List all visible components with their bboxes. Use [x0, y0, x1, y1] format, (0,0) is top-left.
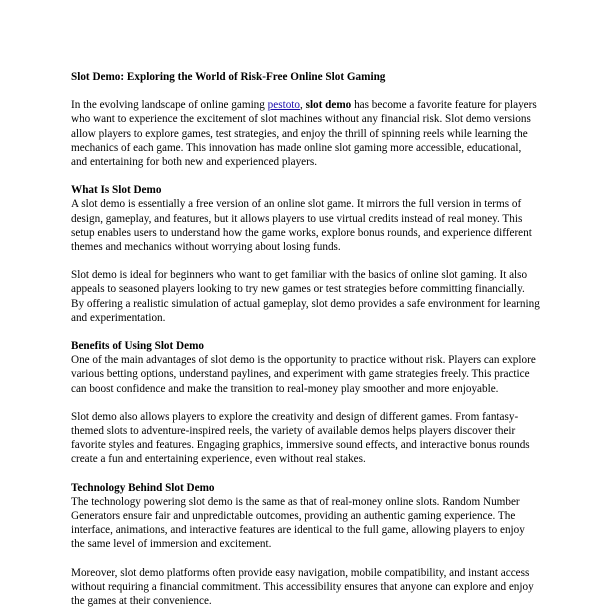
section-heading-technology: Technology Behind Slot Demo [71, 481, 215, 494]
intro-bold-term: slot demo [305, 99, 352, 112]
section-heading-benefits: Benefits of Using Slot Demo [71, 340, 204, 353]
section-technology-p1 [71, 481, 540, 552]
intro-separator: , [300, 99, 306, 112]
intro-paragraph [71, 98, 540, 169]
intro-text-rest: has become a favorite feature for players who want to experience the excitement of slot machines without any financial risk. Slot demo versions allow players to explore games, test strategies, and enjoy the thrill of spinning reels while learning the mechanics of each game. This innovation has made online slot gaming more accessible, educational, and entertaining for both new and experienced players. [71, 99, 537, 169]
section-paragraph: One of the main advantages of slot demo is the opportunity to practice without risk. Players can explore various betting options, understand paylines, and experiment with game strategies freely. This practice can boost confidence and make the transition to real-money play smoother and more enjoyable. [71, 354, 536, 395]
intro-text-start: In the evolving landscape of online gaming [71, 99, 268, 112]
section-paragraph: A slot demo is essentially a free version of an online slot game. It mirrors the full version in terms of design, gameplay, and features, but it allows players to use virtual credits instead of real money. This setup enables users to understand how the game works, explore bonus rounds, and experience different themes and mechanics without worrying about losing funds. [71, 198, 532, 254]
section-what-is-p2: Slot demo is ideal for beginners who want to get familiar with the basics of online slot gaming. It also appeals to seasoned players looking to try new games or test strategies before committing financially. By offering a realistic simulation of actual gameplay, slot demo provides a safe environment for learning and experimentation. [71, 269, 540, 324]
section-technology-p2: Moreover, slot demo platforms often provide easy navigation, mobile compatibility, and instant access without requiring a financial commitment. This accessibility ensures that anyone can explore and enjoy the games at their convenience. [71, 566, 534, 608]
pestoto-link[interactable]: pestoto [267, 99, 300, 112]
section-what-is-p1 [71, 183, 540, 254]
section-benefits-p1 [71, 339, 540, 396]
document-title: Slot Demo: Exploring the World of Risk-Free Online Slot Gaming [71, 71, 386, 83]
section-heading-what-is: What Is Slot Demo [71, 184, 162, 197]
section-benefits-p2: Slot demo also allows players to explore the creativity and design of different games. From fantasy-themed slots to adventure-inspired reels, the variety of available demos helps players discover their favorite styles and features. Engaging graphics, immersive sound effects, and interactive bonus rounds create a fun and entertaining experience, even without real stakes. [71, 410, 530, 466]
section-paragraph: The technology powering slot demo is the same as that of real-money online slots. Random Number Generators ensure fair and unpredictable outcomes, providing an authentic gaming experience. The interface, animations, and interactive features are identical to the full game, allowing players to enjoy the same level of immersion and excitement. [71, 495, 525, 551]
